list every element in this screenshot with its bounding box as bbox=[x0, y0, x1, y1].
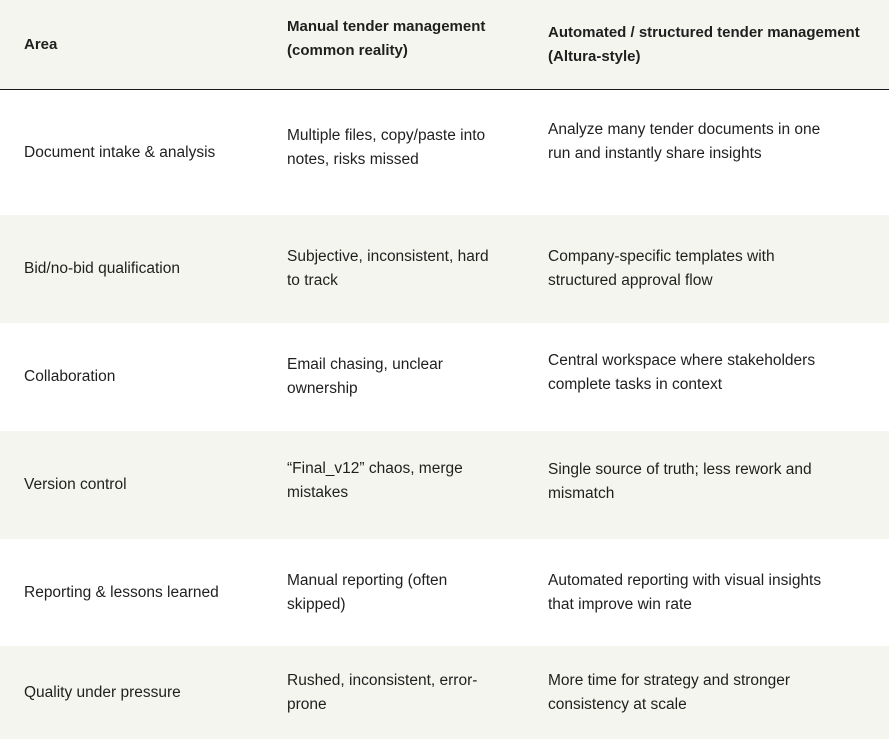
header-cell-area bbox=[24, 0, 274, 89]
area-text: Document intake & analysis bbox=[24, 143, 216, 161]
area-text: Reporting & lessons learned bbox=[24, 583, 219, 601]
automated-text: More time for strategy and stronger consistency at scale bbox=[548, 671, 791, 713]
automated-cell bbox=[548, 431, 878, 539]
manual-text: Manual reporting (often skipped) bbox=[287, 571, 448, 613]
automated-cell bbox=[548, 90, 878, 215]
area-text: Bid/no-bid qualification bbox=[24, 260, 180, 277]
area-text: Collaboration bbox=[24, 368, 116, 385]
automated-text: Analyze many tender documents in one run and instantly share insights bbox=[548, 120, 821, 162]
automated-cell bbox=[548, 215, 878, 323]
header-cell-manual bbox=[287, 0, 512, 89]
table-row bbox=[0, 215, 889, 323]
header-automated-label: Automated / structured tender management (Altura-style) bbox=[548, 23, 860, 65]
manual-text: Multiple files, copy/paste into notes, risks missed bbox=[287, 126, 486, 168]
header-cell-automated bbox=[548, 0, 878, 89]
automated-text: Single source of truth; less rework and mismatch bbox=[548, 461, 812, 502]
manual-text: “Final_v12” chaos, merge mistakes bbox=[287, 460, 463, 501]
manual-cell bbox=[287, 431, 512, 539]
area-cell bbox=[24, 431, 274, 539]
area-cell bbox=[24, 90, 274, 215]
header-manual-label: Manual tender management (common reality) bbox=[287, 17, 486, 59]
manual-text: Email chasing, unclear ownership bbox=[287, 356, 443, 397]
manual-cell bbox=[287, 539, 512, 646]
manual-text: Rushed, inconsistent, error-prone bbox=[287, 671, 478, 713]
automated-cell bbox=[548, 539, 878, 646]
manual-text: Subjective, inconsistent, hard to track bbox=[287, 248, 489, 289]
table-row bbox=[0, 323, 889, 431]
table-header-row bbox=[0, 0, 889, 90]
automated-cell bbox=[548, 646, 878, 739]
manual-cell bbox=[287, 215, 512, 323]
table-row bbox=[0, 90, 889, 215]
manual-cell bbox=[287, 323, 512, 431]
table-row bbox=[0, 431, 889, 539]
area-cell bbox=[24, 215, 274, 323]
area-cell bbox=[24, 539, 274, 646]
automated-cell bbox=[548, 323, 878, 431]
manual-cell bbox=[287, 646, 512, 739]
automated-text: Automated reporting with visual insights that improve win rate bbox=[548, 571, 822, 613]
area-text: Version control bbox=[24, 476, 127, 493]
automated-text: Company-specific templates with structured approval flow bbox=[548, 248, 775, 289]
automated-text: Central workspace where stakeholders complete tasks in context bbox=[548, 352, 816, 393]
area-cell bbox=[24, 646, 274, 739]
area-cell bbox=[24, 323, 274, 431]
table-row bbox=[0, 646, 889, 739]
manual-cell bbox=[287, 90, 512, 215]
table-row bbox=[0, 539, 889, 646]
area-text: Quality under pressure bbox=[24, 683, 181, 701]
header-area-label: Area bbox=[24, 35, 58, 53]
